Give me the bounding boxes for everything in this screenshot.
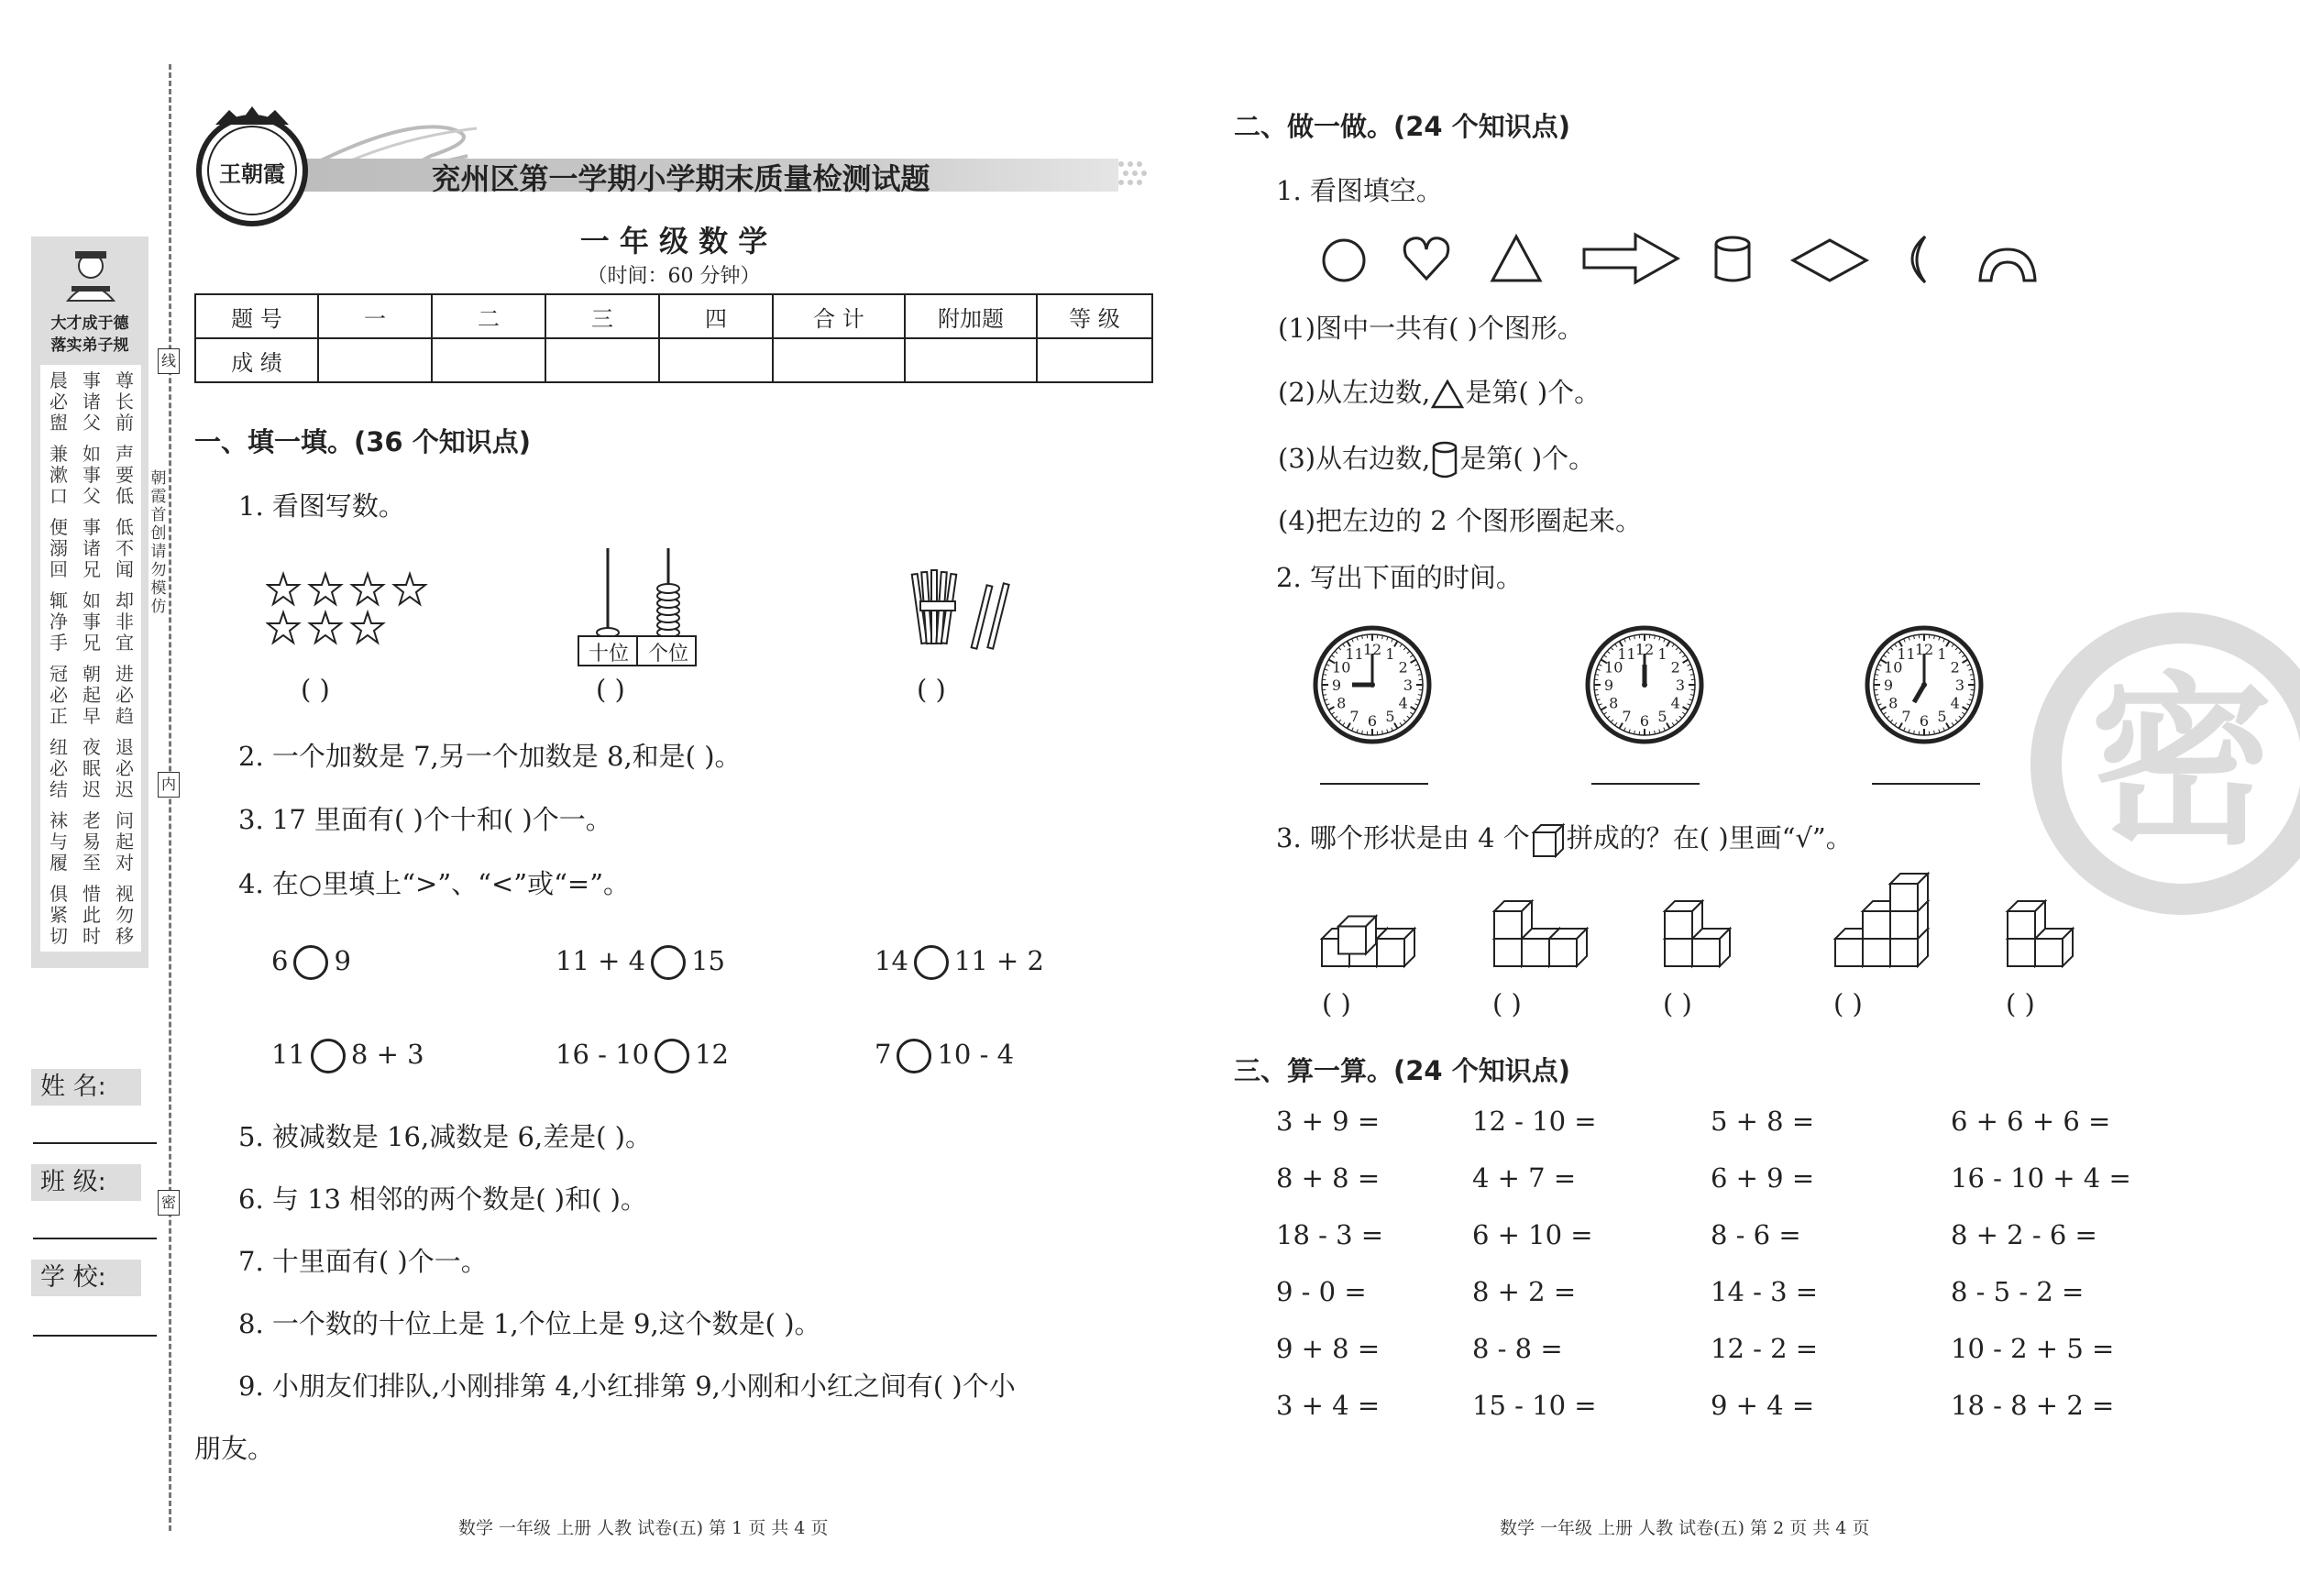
compare-circle[interactable] — [897, 1039, 931, 1073]
section-3-heading: 三、算一算。(24 个知识点) — [1234, 1055, 1570, 1086]
triangle-icon — [1430, 379, 1465, 410]
calc-problem[interactable]: 4 + 7 = — [1472, 1162, 1577, 1194]
clock-number: 8 — [1609, 694, 1619, 712]
calc-problem[interactable]: 3 + 4 = — [1276, 1390, 1381, 1421]
cube-figure — [1665, 901, 1730, 966]
clock-number: 8 — [1337, 694, 1347, 712]
clock-number: 12 — [1362, 641, 1382, 658]
right-footer: 数学 一年级 上册 人教 试卷(五) 第 2 页 共 4 页 — [1500, 1518, 1870, 1538]
question-5: 5. 被减数是 16,减数是 6,差是( )。 — [238, 1121, 652, 1152]
crescent-shape — [1912, 237, 1925, 282]
rule-column: 便 溺 回 — [50, 516, 68, 580]
score-value-row — [195, 338, 1152, 382]
motto-bottom: 落实弟子规 — [50, 336, 129, 355]
cube-icon — [1530, 821, 1567, 858]
question-r1: 1. 看图填空。 — [1276, 175, 1443, 206]
mark-mi: 密 — [158, 1190, 180, 1216]
star-icon — [268, 612, 299, 643]
clock-icon — [1583, 623, 1706, 746]
rule-column: 如 事 父 — [83, 443, 101, 507]
cut-line — [169, 64, 171, 1531]
rule-column: 袜 与 履 — [50, 809, 68, 874]
clock-number: 5 — [1385, 707, 1395, 725]
clock-number: 1 — [1937, 645, 1947, 664]
clock-number: 4 — [1950, 694, 1960, 712]
rule-column: 事 诸 兄 — [83, 516, 101, 580]
answer-blank[interactable]: ( ) — [596, 674, 625, 705]
calc-problem[interactable]: 5 + 8 = — [1711, 1106, 1815, 1137]
score-cell[interactable] — [318, 338, 432, 382]
question-r1-4: (4)把左边的 2 个图形圈起来。 — [1278, 505, 1642, 536]
clock-number: 3 — [1954, 677, 1965, 694]
logo-text: 王朝霞 — [219, 160, 285, 187]
clock-number: 5 — [1937, 707, 1947, 725]
compare-circle[interactable] — [311, 1039, 346, 1073]
rule-column: 进 必 趋 — [116, 663, 134, 727]
school-field[interactable] — [33, 1335, 157, 1337]
clock-number: 8 — [1888, 694, 1898, 712]
clock-number: 5 — [1657, 707, 1667, 725]
compare-circle[interactable] — [914, 945, 949, 980]
secret-stamp: 密 — [2030, 612, 2300, 915]
question-2: 2. 一个加数是 7,另一个加数是 8,和是( )。 — [238, 741, 742, 772]
compare-circle[interactable] — [293, 945, 328, 980]
star-icon — [310, 612, 341, 643]
sticks-figure — [908, 567, 1018, 651]
question-8: 8. 一个数的十位上是 1,个位上是 9,这个数是( )。 — [238, 1308, 821, 1339]
clock-number: 6 — [1919, 712, 1930, 730]
question-r1-3: (3)从右边数, 是第( )个。 — [1278, 438, 1595, 480]
calc-grid — [1276, 1106, 2193, 1445]
compare-circle[interactable] — [651, 945, 686, 980]
answer-blank[interactable]: ( ) — [1492, 988, 1522, 1019]
motto-top: 大才成于德 — [50, 314, 129, 333]
cube-figure — [1322, 917, 1414, 967]
cylinder-top — [1716, 237, 1749, 250]
compare-circle[interactable] — [655, 1039, 689, 1073]
calc-problem[interactable]: 12 - 10 = — [1472, 1106, 1597, 1137]
motto-panel — [31, 237, 149, 968]
calc-problem[interactable]: 18 - 3 = — [1276, 1219, 1384, 1250]
cube-figure — [1835, 874, 1928, 966]
clock-number: 10 — [1604, 658, 1623, 677]
clock-number: 10 — [1884, 658, 1903, 677]
cube-figures — [1311, 862, 2090, 972]
clock-icon — [1311, 623, 1434, 746]
calc-problem[interactable]: 6 + 9 = — [1711, 1162, 1815, 1194]
clock-number: 3 — [1675, 677, 1686, 694]
score-header-cell: 一 — [318, 294, 432, 338]
calc-problem[interactable]: 9 - 0 = — [1276, 1276, 1367, 1307]
star-icon — [268, 574, 299, 604]
compare-item: 6 9 — [271, 945, 351, 980]
rule-column: 却 非 宜 — [116, 589, 134, 654]
rule-column: 老 易 至 — [83, 809, 101, 874]
clock-number: 11 — [1345, 645, 1364, 664]
star-icon — [352, 612, 383, 643]
calc-problem[interactable]: 12 - 2 = — [1711, 1333, 1819, 1364]
time-answer-line[interactable] — [1320, 783, 1428, 785]
arch-shape — [1980, 249, 2035, 281]
rule-column: 兼 漱 口 — [50, 443, 68, 507]
name-field[interactable] — [33, 1142, 157, 1144]
clock-number: 7 — [1349, 707, 1359, 725]
clock-number: 2 — [1670, 658, 1680, 677]
calc-problem[interactable]: 8 + 2 = — [1472, 1276, 1577, 1307]
exam-time: （时间：60 分钟） — [587, 265, 761, 288]
diamond-shape — [1793, 240, 1866, 281]
calc-problem[interactable]: 6 + 6 + 6 = — [1951, 1106, 2111, 1137]
compare-item: 11 + 4 15 — [556, 945, 725, 980]
heart-shape — [1404, 238, 1448, 279]
rule-column: 视 勿 移 — [116, 883, 134, 947]
question-9-cont: 朋友。 — [194, 1433, 275, 1464]
rule-column: 声 要 低 — [116, 443, 134, 507]
clock-number: 9 — [1883, 677, 1894, 694]
clock-number: 12 — [1914, 641, 1934, 658]
score-header-cell: 四 — [659, 294, 773, 338]
rule-column: 低 不 闻 — [116, 516, 134, 580]
score-header-cell: 二 — [432, 294, 545, 338]
clock-number: 9 — [1331, 677, 1342, 694]
score-cell[interactable] — [545, 338, 659, 382]
score-header-cell: 附加题 — [905, 294, 1037, 338]
clock-number: 3 — [1403, 677, 1414, 694]
clock-number: 9 — [1603, 677, 1614, 694]
compare-item: 7 10 - 4 — [875, 1039, 1014, 1073]
score-cell[interactable] — [773, 338, 905, 382]
scholar-icon — [59, 248, 123, 303]
calc-problem[interactable]: 6 + 10 = — [1472, 1219, 1593, 1250]
question-6: 6. 与 13 相邻的两个数是( )和( )。 — [238, 1183, 647, 1215]
clock-number: 11 — [1897, 645, 1916, 664]
calc-problem[interactable]: 8 + 8 = — [1276, 1162, 1381, 1194]
question-1: 1. 看图写数。 — [238, 490, 405, 522]
clock-number: 10 — [1332, 658, 1351, 677]
rule-column: 如 事 兄 — [83, 589, 101, 654]
answer-blank[interactable]: ( ) — [301, 674, 330, 705]
score-table — [194, 293, 1153, 383]
rule-column: 惜 此 时 — [83, 883, 101, 947]
calc-problem[interactable]: 8 - 6 = — [1711, 1219, 1801, 1250]
star-icon — [352, 574, 383, 604]
clock-number: 2 — [1398, 658, 1408, 677]
score-cell[interactable] — [432, 338, 545, 382]
question-r3: 3. 哪个形状是由 4 个 拼成的？在( )里画“√”。 — [1276, 818, 1853, 858]
clock-number: 7 — [1622, 707, 1632, 725]
score-cell[interactable] — [659, 338, 773, 382]
calc-problem[interactable]: 14 - 3 = — [1711, 1276, 1819, 1307]
score-header-cell: 等 级 — [1037, 294, 1152, 338]
clock-number: 6 — [1639, 712, 1650, 730]
rule-column: 问 起 对 — [116, 809, 134, 874]
score-row-label: 成 绩 — [195, 338, 318, 382]
clock-number: 4 — [1670, 694, 1680, 712]
rule-column: 夜 眠 迟 — [83, 736, 101, 800]
rules-area — [40, 365, 141, 952]
triangle-shape — [1492, 237, 1540, 281]
clock-number: 6 — [1367, 712, 1378, 730]
clock-number: 4 — [1398, 694, 1408, 712]
section-1-heading: 一、填一填。(36 个知识点) — [194, 426, 531, 457]
question-r1-1: (1)图中一共有( )个图形。 — [1278, 313, 1584, 344]
question-9: 9. 小朋友们排队,小刚排第 4,小红排第 9,小刚和小红之间有( )个小 — [238, 1370, 1016, 1402]
question-3: 3. 17 里面有( )个十和( )个一。 — [238, 804, 612, 835]
clock-icon — [1863, 623, 1986, 746]
calc-problem[interactable]: 9 + 8 = — [1276, 1333, 1381, 1364]
calc-problem[interactable]: 3 + 9 = — [1276, 1106, 1381, 1137]
exam-title: 兖州区第一学期小学期末质量检测试题 — [431, 161, 930, 196]
rule-column: 纽 必 结 — [50, 736, 68, 800]
rule-column: 朝 起 早 — [83, 663, 101, 727]
question-r2: 2. 写出下面的时间。 — [1276, 562, 1523, 593]
title-band-dots — [1117, 159, 1153, 192]
clock-number: 12 — [1634, 641, 1655, 658]
question-4: 4. 在○里填上“>”、“<”或“=”。 — [238, 868, 631, 899]
rule-column: 退 必 迟 — [116, 736, 134, 800]
calc-problem[interactable]: 8 - 5 - 2 = — [1951, 1276, 2085, 1307]
stars-figure — [266, 570, 440, 647]
cylinder-icon — [1430, 440, 1459, 480]
calc-problem[interactable]: 10 - 2 + 5 = — [1951, 1333, 2115, 1364]
rule-column: 晨 必 盥 — [50, 369, 68, 434]
side-note: 朝霞首创 请勿模仿 — [150, 469, 167, 616]
clock-number: 7 — [1901, 707, 1911, 725]
clock-number: 1 — [1385, 645, 1395, 664]
question-r1-2: (2)从左边数, 是第( )个。 — [1278, 377, 1601, 408]
answer-blank[interactable]: ( ) — [2006, 988, 2035, 1019]
calc-problem[interactable]: 9 + 4 = — [1711, 1390, 1815, 1421]
cube-figure — [1494, 901, 1587, 966]
abacus-tens-label: 十位 — [588, 643, 629, 666]
clock-number: 2 — [1950, 658, 1960, 677]
section-2-heading: 二、做一做。(24 个知识点) — [1234, 111, 1570, 142]
rule-column: 事 诸 父 — [83, 369, 101, 434]
star-icon — [394, 574, 425, 604]
score-cell[interactable] — [905, 338, 1037, 382]
star-icon — [310, 574, 341, 604]
score-cell[interactable] — [1037, 338, 1152, 382]
time-answer-line[interactable] — [1591, 783, 1700, 785]
time-answer-line[interactable] — [1872, 783, 1980, 785]
abacus-ones-label: 个位 — [647, 643, 688, 666]
arrow-shape — [1584, 235, 1678, 282]
clock-number: 11 — [1617, 645, 1636, 664]
exam-subtitle: 一 年 级 数 学 — [579, 224, 768, 259]
cube-figure — [2008, 901, 2073, 966]
rule-column: 尊 长 前 — [116, 369, 134, 434]
question-7: 7. 十里面有( )个一。 — [238, 1246, 488, 1277]
name-label: 姓 名: — [31, 1069, 141, 1106]
shapes-row — [1313, 224, 2037, 290]
score-header-cell: 题 号 — [195, 294, 318, 338]
answer-blank[interactable]: ( ) — [917, 674, 946, 705]
score-header-cell: 三 — [545, 294, 659, 338]
class-label: 班 级: — [31, 1164, 141, 1201]
answer-blank[interactable]: ( ) — [1833, 988, 1863, 1019]
score-header-cell: 合 计 — [773, 294, 905, 338]
mark-nei: 内 — [158, 772, 180, 798]
compare-item: 16 - 10 12 — [556, 1039, 729, 1073]
rule-column: 冠 必 正 — [50, 663, 68, 727]
calc-problem[interactable]: 18 - 8 + 2 = — [1951, 1390, 2115, 1421]
class-field[interactable] — [33, 1238, 157, 1239]
left-footer: 数学 一年级 上册 人教 试卷(五) 第 1 页 共 4 页 — [458, 1518, 829, 1538]
clock-number: 1 — [1657, 645, 1667, 664]
circle-shape — [1324, 240, 1364, 281]
rule-column: 辄 净 手 — [50, 589, 68, 654]
compare-item: 14 11 + 2 — [875, 945, 1044, 980]
score-header-row — [195, 294, 1152, 338]
compare-item: 11 8 + 3 — [271, 1039, 424, 1073]
answer-blank[interactable]: ( ) — [1663, 988, 1692, 1019]
mark-xian: 线 — [158, 348, 180, 374]
answer-blank[interactable]: ( ) — [1322, 988, 1351, 1019]
calc-problem[interactable]: 8 - 8 = — [1472, 1333, 1563, 1364]
calc-problem[interactable]: 15 - 10 = — [1472, 1390, 1597, 1421]
school-label: 学 校: — [31, 1260, 141, 1296]
rule-column: 俱 紧 切 — [50, 883, 68, 947]
calc-problem[interactable]: 8 + 2 - 6 = — [1951, 1219, 2097, 1250]
calc-problem[interactable]: 16 - 10 + 4 = — [1951, 1162, 2131, 1194]
